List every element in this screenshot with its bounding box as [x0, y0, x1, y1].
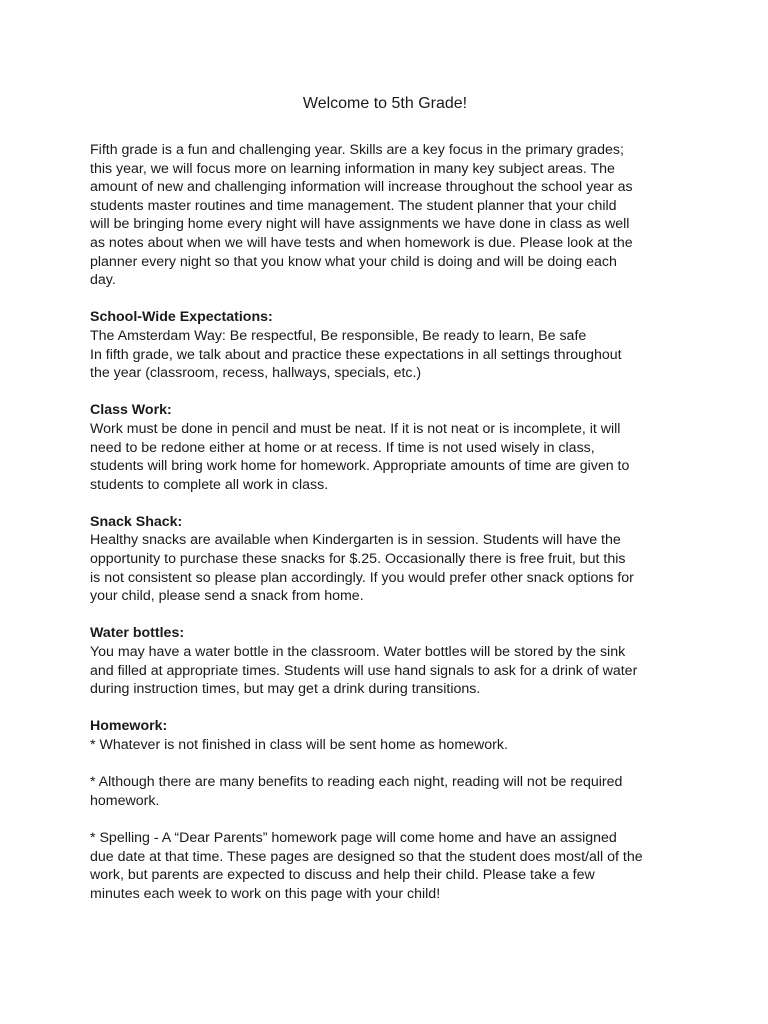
section-homework: [90, 717, 688, 903]
section-heading: Water bottles:: [90, 625, 185, 642]
homework-item: * Whatever is not finished in class will be sent home as homework.: [90, 737, 508, 753]
section-heading: Snack Shack:: [90, 513, 183, 530]
section-class-work: [90, 401, 688, 494]
section-heading: Class Work:: [90, 402, 172, 419]
page-title: Welcome to 5th Grade!: [302, 95, 468, 112]
intro-paragraph: Fifth grade is a fun and challenging year. Skills are a key focus in the primary grades; this year, we will focus more on learning information in many key subject areas. The amount of new and challenging information will increase throughout the school year as students master routines and time management. The student planner that your child will be bringing home every night will have assignments we have done in class as well as notes about when we will have tests and when homework is due. Please look at the planner every night so that you know what your child is doing and will be doing each day.: [90, 142, 633, 289]
section-body: The Amsterdam Way: Be respectful, Be responsible, Be ready to learn, Be safe In fifth grade, we talk about and practice these expectations in all settings throughout the year (classroom, recess, hallways, specials, etc.): [90, 327, 622, 382]
section-water-bottles: [90, 624, 688, 698]
section-heading: School-Wide Expectations:: [90, 309, 273, 326]
section-body: You may have a water bottle in the classroom. Water bottles will be stored by the sink and filled at appropriate times. Students will use hand signals to ask for a drink of water during instruction times, but may get a drink during transitions.: [90, 644, 638, 698]
section-snack-shack: [90, 513, 688, 606]
section-body: Healthy snacks are available when Kindergarten is in session. Students will have the opportunity to purchase these snacks for $.25. Occasionally there is free fruit, but this is not consistent so please plan accordingly. If you would prefer other snack options for your child, please send a snack from home.: [90, 532, 634, 605]
homework-item: * Spelling - A “Dear Parents” homework page will come home and have an assigned due date at that time. These pages are designed so that the student does most/all of the work, but parents are expected to discuss and help their child. Please take a few minutes each week to work on this page with your child!: [90, 829, 643, 902]
section-school-wide-expectations: [90, 308, 688, 382]
section-heading: Homework:: [90, 718, 168, 735]
section-body: Work must be done in pencil and must be neat. If it is not neat or is incomplete, it will need to be redone either at home or at recess. If time is not used wisely in class, students will bring work home for homework. Appropriate amounts of time are given to students to complete all work in class.: [90, 420, 630, 493]
homework-item: * Although there are many benefits to reading each night, reading will not be required homework.: [90, 774, 623, 809]
